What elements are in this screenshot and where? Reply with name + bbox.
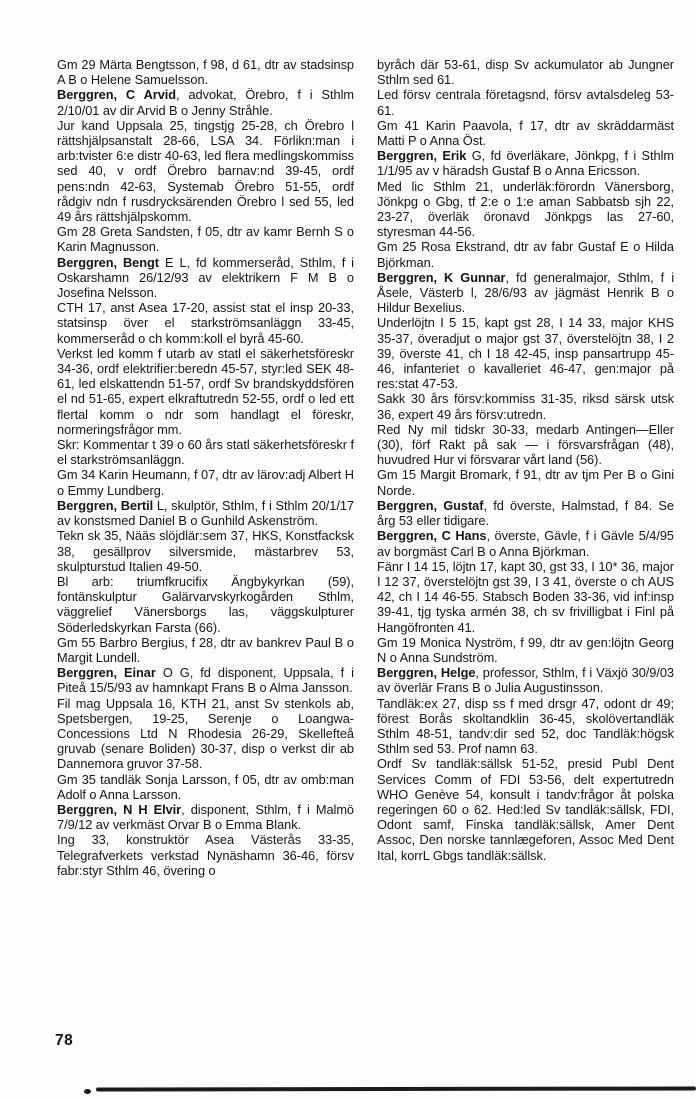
entry-name: Berggren, N H Elvir bbox=[57, 801, 182, 817]
entry-paragraph: Berggren, Gustaf, fd överste, Halmstad, f 84. Se årg 53 eller tidigare. bbox=[377, 497, 674, 529]
paragraph: CTH 17, anst Asea 17-20, assist stat el insp 20-33, statsinsp över el starkströmsanläggn 33-45, kommerseråd o ch komm:koll el byrå 45-60. bbox=[57, 300, 354, 346]
left-column bbox=[57, 57, 354, 878]
entry-name: Berggren, Einar bbox=[57, 665, 156, 681]
paragraph: Red Ny mil tidskr 30-33, medarb Antingen—Eller (30), förf Rakt på sak — i försvarsfrågan (48), huvudred Hur vi försvarar vårt land (56). bbox=[377, 421, 674, 468]
entry-name: Berggren, C Arvid bbox=[57, 87, 177, 103]
paragraph: Gm 55 Barbro Bergius, f 28, dtr av bankrev Paul B o Margit Lundell. bbox=[57, 634, 354, 665]
page-number: 78 bbox=[55, 1032, 74, 1049]
scan-artifact-line bbox=[96, 1086, 696, 1091]
right-column bbox=[377, 57, 674, 863]
paragraph: Gm 35 tandläk Sonja Larsson, f 05, dtr av omb:man Adolf o Anna Larsson. bbox=[57, 771, 354, 802]
entry-paragraph: Berggren, Helge, professor, Sthlm, f i Växjö 30/9/03 av överlär Frans B o Julia Augustinsson. bbox=[377, 665, 674, 696]
entry-paragraph: Berggren, N H Elvir, disponent, Sthlm, f i Malmö 7/9/12 av verkmäst Orvar B o Emma Blank. bbox=[57, 801, 355, 833]
scan-artifact-dot bbox=[84, 1089, 91, 1094]
entry-name: Berggren, Erik bbox=[377, 148, 467, 164]
paragraph: Gm 25 Rosa Ekstrand, dtr av fabr Gustaf E o Hilda Björkman. bbox=[377, 239, 674, 270]
paragraph: Fänr I 14 15, löjtn 17, kapt 30, gst 33, I 10* 36, major I 12 37, överstelöjtn gst 39, I 3 41, överste o ch AUS 42, ch I 14 46-55. Stabsch Boden 33-36, vid inf:insp 39-41, tjg tyska armén 38, ch sv frivilligbat i Finl på Hangöfronten 41. bbox=[377, 558, 674, 635]
paragraph: Gm 29 Märta Bengtsson, f 98, d 61, dtr av stadsinsp A B o Helene Samuelsson. bbox=[57, 57, 354, 88]
entry-name: Berggren, Bertil bbox=[57, 497, 154, 513]
paragraph: Bl arb: triumfkrucifix Ängbykyrkan (59), fontänskulptur Galärvarvskyrkogården Sthlm, väggrelief Vänersborgs las, väggskulpturer Söderledskyrkan Farsta (66). bbox=[57, 573, 354, 635]
entry-name: Berggren, C Hans bbox=[377, 528, 487, 544]
entry-name: Berggren, K Gunnar bbox=[377, 269, 506, 285]
paragraph: Med lic Sthlm 21, underläk:förordn Vänersborg, Jönkpg o Gbg, tf 2:e o 1:e aman Sabbatsb sjh 22, 23-27, överläk öronavd Jönkpgs las 27-60, styresman 44-56. bbox=[377, 178, 674, 240]
paragraph: Tandläk:ex 27, disp ss f med drsgr 47, odont dr 49; förest Borås skoltandklin 36-45, skolövertandläk Sthlm 48-51, tandv:dir sed 52, doc Tandläk:högsk Sthlm sed 53. Prof namn 63. bbox=[377, 695, 674, 757]
entry-name: Berggren, Gustaf bbox=[377, 497, 484, 513]
paragraph: Jur kand Uppsala 25, tingstjg 25-28, ch Örebro l rättshjälpsanstalt 28-66, LSA 34. Förlikn:man i arb:tvister 6:e distr 40-63, led flera medlingskommiss sed 40, v ordf Örebro barnav:nd 39-45, ordf pens:ndn 42-63, Systemab Örebro 51-55, ordf rådgiv ndn f rusdrycksärenden Örebro l sed 55, led 49 års rättshjälpskomm. bbox=[57, 117, 354, 225]
paragraph: byråch där 53-61, disp Sv ackumulator ab Jungner Sthlm sed 61. bbox=[377, 57, 674, 88]
entry-paragraph: Berggren, Erik G, fd överläkare, Jönkpg, f i Sthlm 1/1/95 av v häradsh Gustaf B o Anna Ericsson. bbox=[377, 148, 674, 179]
paragraph: Sakk 30 års försv:kommiss 31-35, riksd särsk utsk 36, expert 49 års försv:utredn. bbox=[377, 391, 674, 422]
paragraph: Verkst led komm f utarb av statl el säkerhetsföreskr 34-36, ordf elektrifier:beredn 45-57, styr:led SEK 48-61, led elskattendn 51-57, ordf Sv brandskyddsfören el nd 51-65, expert elkraftutredn 52-55, ordf o led ett flertal komm o ndr som handlagt el föreskr, normeringsfrågor mm. bbox=[57, 345, 354, 437]
paragraph: Led försv centrala företagsnd, försv avtalsdeleg 53-61. bbox=[377, 87, 674, 118]
paragraph: Ing 33, konstruktör Asea Västerås 33-35, Telegrafverkets verkstad Nynäshamn 36-46, försv fabr:styr Sthlm 46, övering o bbox=[57, 832, 354, 878]
entry-paragraph: Berggren, Bertil L, skulptör, Sthlm, f i Sthlm 20/1/17 av konstsmed Daniel B o Gunhild Askenström. bbox=[57, 497, 354, 529]
entry-paragraph: Berggren, C Hans, överste, Gävle, f i Gävle 5/4/95 av borgmäst Carl B o Anna Björkman. bbox=[377, 528, 674, 559]
paragraph: Underlöjtn I 5 15, kapt gst 28, I 14 33, major KHS 35-37, överadjut o major gst 37, överstelöjtn 38, I 2 39, överste 41, ch I 18 42-45, insp pansartrupp 45-46, infanteriet o kavalleriet 46-47, gen:major på res:stat 47-53. bbox=[377, 315, 674, 392]
paragraph: Gm 41 Karin Paavola, f 17, dtr av skräddarmäst Matti P o Anna Öst. bbox=[377, 117, 674, 149]
paragraph: Tekn sk 35, Nääs slöjdlär:sem 37, HKS, Konstfacksk 38, gesällprov silversmide, mästarbrev 53, skulpturstud Italien 49-50. bbox=[57, 528, 354, 574]
entry-paragraph: Berggren, Einar O G, fd disponent, Uppsala, f i Piteå 15/5/93 av hamnkapt Frans B o Alma Jansson. bbox=[57, 665, 354, 696]
entry-name: Berggren, Bengt bbox=[57, 254, 159, 270]
entry-name: Berggren, Helge bbox=[377, 665, 476, 681]
paragraph: Gm 19 Monica Nyström, f 99, dtr av gen:löjtn Georg N o Anna Sundström. bbox=[377, 634, 674, 665]
entry-paragraph: Berggren, C Arvid, advokat, Örebro, f i Sthlm 2/10/01 av dir Arvid B o Jenny Stråhle. bbox=[57, 87, 354, 118]
paragraph: Fil mag Uppsala 16, KTH 21, anst Sv stenkols ab, Spetsbergen, 19-25, Serenje o Loangwa-Concessions Ltd N Rhodesia 26-29, Skellefteå gruvab (senare Boliden) 30-37, disp o verkst dir ab Dannemora gruvor 37-58. bbox=[57, 695, 354, 772]
entry-paragraph: Berggren, K Gunnar, fd generalmajor, Sthlm, f i Åsele, Västerb l, 28/6/93 av jägmäst Henrik B o Hildur Bexelius. bbox=[377, 269, 674, 316]
paragraph: Skr: Kommentar t 39 o 60 års statl säkerhetsföreskr f el starkströmsanläggn. bbox=[57, 437, 354, 468]
paragraph: Gm 28 Greta Sandsten, f 05, dtr av kamr Bernh S o Karin Magnusson. bbox=[57, 224, 354, 255]
paragraph: Gm 34 Karin Heumann, f 07, dtr av lärov:adj Albert H o Emmy Lundberg. bbox=[57, 467, 354, 498]
paragraph: Gm 15 Margit Bromark, f 91, dtr av tjm Per B o Gini Norde. bbox=[377, 467, 674, 498]
paragraph: Ordf Sv tandläk:sällsk 51-52, presid Publ Dent Services Comm of FDI 53-56, delt expertutredn WHO Genève 54, konsult i tandv:frågor åt polska regeringen 60 o 62. Hed:led Sv tandläk:sällsk, FDI, Odont samf, Finska tandläk:sällsk, Amer Dent Assoc, Den norske tannlægeforen, Assoc Med Dent Ital, korrL Gbgs tandläk:sällsk. bbox=[377, 756, 674, 863]
entry-paragraph: Berggren, Bengt E L, fd kommerseråd, Sthlm, f i Oskarshamn 26/12/93 av elektrikern F M B o Josefina Nelsson. bbox=[57, 254, 354, 301]
